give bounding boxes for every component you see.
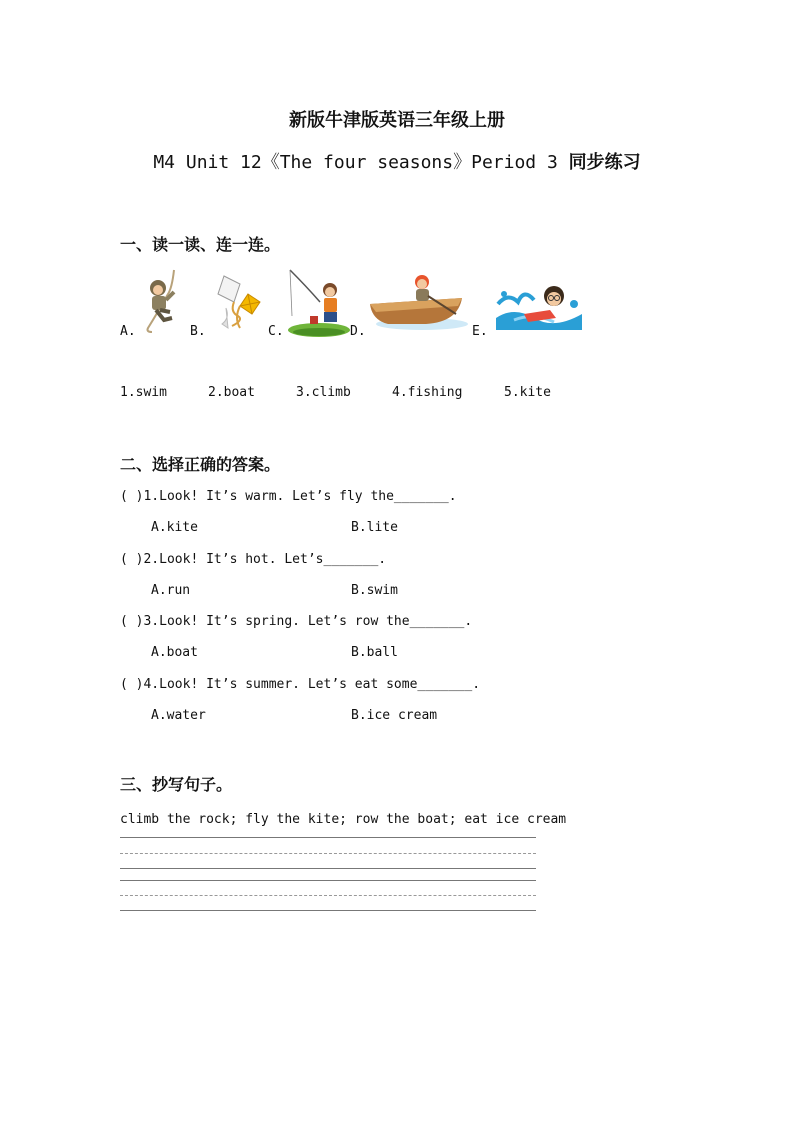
picture-label-a: A. (120, 324, 136, 339)
writing-line (120, 880, 536, 881)
section3-heading: 三、抄写句子。 (120, 775, 233, 794)
writing-guide-line (120, 853, 536, 854)
subtitle-suffix: 同步练习 (568, 152, 641, 173)
word-fishing: 4.fishing (392, 385, 463, 400)
writing-line (120, 868, 536, 869)
copy-example-sentence: climb the rock; fly the kite; row the boat; eat ice cream (120, 812, 567, 827)
question-3: ( )3.Look! It’s spring. Let’s row the_______. (120, 614, 473, 629)
swimming-icon (494, 274, 584, 334)
page-title: 新版牛津版英语三年级上册 (289, 110, 505, 131)
writing-line (120, 837, 536, 838)
boat-icon (366, 270, 470, 334)
section1-heading: 一、读一读、连一连。 (120, 235, 281, 254)
picture-label-d: D. (350, 324, 366, 339)
question-2: ( )2.Look! It’s hot. Let’s_______. (120, 552, 387, 567)
word-kite: 5.kite (504, 385, 551, 400)
writing-guide-line (120, 895, 536, 896)
picture-label-c: C. (268, 324, 284, 339)
page-subtitle (0, 148, 794, 174)
section2-heading: 二、选择正确的答案。 (120, 455, 281, 474)
subtitle-prefix: M4 Unit 12《The four seasons》Period 3 (153, 152, 558, 173)
question-1-option-b: B.lite (351, 520, 398, 535)
writing-line (120, 910, 536, 911)
picture-label-b: B. (190, 324, 206, 339)
word-swim: 1.swim (120, 385, 167, 400)
question-3-option-b: B.ball (351, 645, 398, 660)
question-4-option-b: B.ice cream (351, 708, 438, 723)
word-climb: 3.climb (296, 385, 351, 400)
question-3-option-a: A.boat (151, 645, 198, 660)
question-2-option-a: A.run (151, 583, 191, 598)
question-1: ( )1.Look! It’s warm. Let’s fly the_______. (120, 489, 457, 504)
question-1-option-a: A.kite (151, 520, 198, 535)
kite-icon (210, 272, 266, 334)
question-2-option-b: B.swim (351, 583, 398, 598)
question-4-option-a: A.water (151, 708, 206, 723)
picture-label-e: E. (472, 324, 488, 339)
fishing-icon (286, 266, 352, 338)
word-boat: 2.boat (208, 385, 255, 400)
climbing-icon (138, 268, 190, 336)
question-4: ( )4.Look! It’s summer. Let’s eat some_______. (120, 677, 481, 692)
